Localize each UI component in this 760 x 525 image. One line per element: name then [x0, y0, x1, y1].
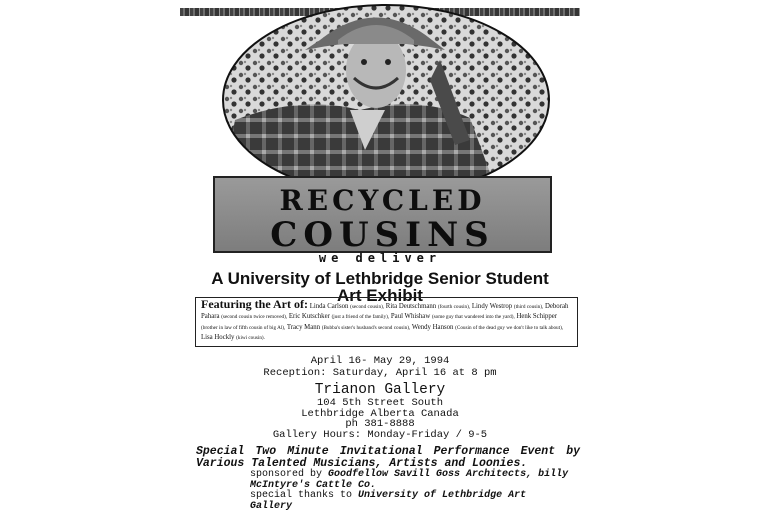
banner-line-recycled: RECYCLED [279, 184, 486, 217]
artist-entry: Wendy Hanson (Cousin of the dead guy we don't like to talk about), [411, 323, 564, 331]
gallery-name: Trianon Gallery [314, 382, 446, 398]
artists-box [195, 297, 578, 347]
artist-entry: Deborah Pahara (second cousin twice removed), [201, 303, 569, 321]
date-range: April 16- May 29, 1994 [310, 355, 450, 367]
artist-entry: Tracy Mann (Bubba's sister's husband's second cousin), [286, 323, 411, 331]
gallery-address [0, 398, 760, 440]
gallery-city: Lethbridge Alberta Canada [301, 407, 459, 420]
artist-entry: Linda Carlson (second cousin), [309, 303, 385, 310]
gallery-hours: Gallery Hours: Monday-Friday / 9-5 [272, 428, 488, 441]
sponsor-names: Goodfellow Savill Goss Architects, billy McIntyre's Cattle Co. [250, 469, 569, 491]
artist-entry: Henk Schipper (brother in law of fifth cousin of big Al), [201, 313, 558, 331]
thanks-recipient: University of Lethbridge Art Gallery [250, 490, 527, 512]
artist-entry: Rita Deutschmann (fourth cousin), [385, 303, 471, 310]
artist-entry: Lindy Westrop (third cousin), [471, 303, 544, 310]
tagline: we deliver [318, 251, 442, 265]
title-banner [213, 176, 552, 253]
reception-info: Reception: Saturday, April 16 at 8 pm [263, 367, 497, 379]
banner-line-cousins: COUSINS [270, 215, 495, 255]
portrait-photo [0, 0, 760, 200]
gallery-phone: ph 381-8888 [345, 418, 415, 430]
artist-entry: Lisa Hockly (kiwi cousin). [201, 334, 265, 342]
sponsor-prefix: sponsored by [250, 469, 323, 480]
exhibit-title: A University of Lethbridge Senior Student Art Exhibit [211, 269, 549, 305]
artists-lead: Featuring the Art of: [201, 297, 308, 311]
gallery-street: 104 5th Street South [316, 397, 444, 409]
thanks-prefix: special thanks to [250, 490, 353, 501]
special-event: Special Two Minute Invitational Performance Event by Various Talented Musicians, Artists and Loonies. [196, 445, 580, 470]
artist-entry: Paul Whishaw (some guy that wandered into the yard), [390, 313, 515, 321]
exhibit-dates [0, 355, 760, 379]
sponsor-block [250, 470, 570, 512]
artist-entry: Eric Kutschker (just a friend of the family), [288, 313, 390, 321]
